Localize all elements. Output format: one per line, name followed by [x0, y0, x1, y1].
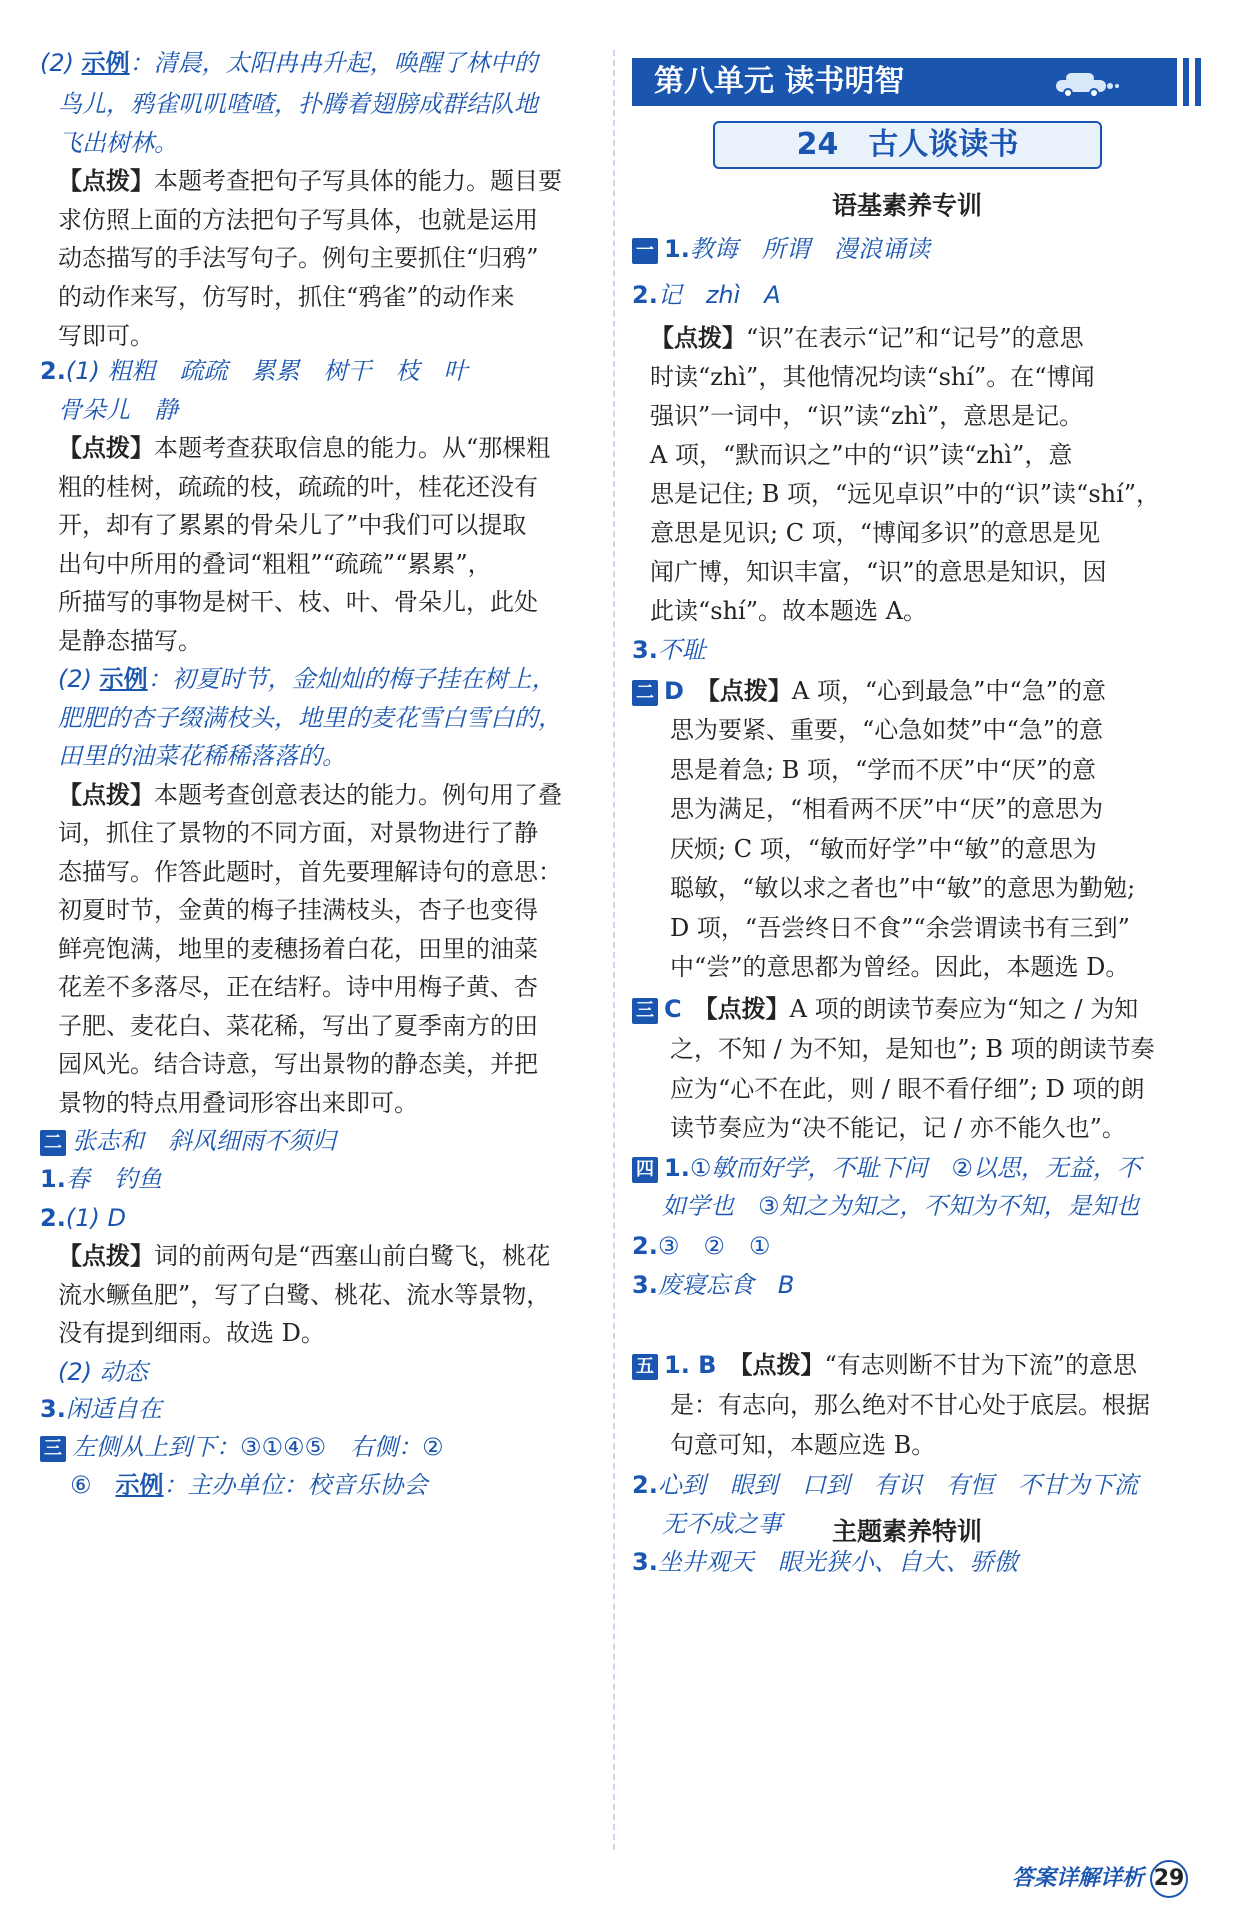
- hint-tag: 【点拨】: [716, 1351, 825, 1379]
- text-line: [632, 1350, 1137, 1380]
- text-line: [632, 994, 1138, 1024]
- text-line: [58, 1011, 538, 1041]
- text-line: [40, 1432, 444, 1462]
- item-number: 2.: [632, 281, 658, 309]
- explanation-text: 粗的桂树，疏疏的枝，疏疏的叶，桂花还没有: [58, 473, 538, 501]
- answer-text: ①敏而好学，不耻下问 ②以思，无益，不: [689, 1154, 1141, 1182]
- section-marker: 一: [632, 238, 658, 264]
- explanation-text: 的动作来写，仿写时，抓住“鸦雀”的动作来: [58, 283, 515, 311]
- text-line: [58, 89, 538, 119]
- answer-text: 心到 眼到 口到 有识 有恒 不甘为下流: [657, 1471, 1138, 1499]
- answer-text: 春 钓鱼: [65, 1165, 162, 1193]
- text-line: [58, 934, 538, 964]
- text-line: [58, 587, 538, 617]
- footer-text: 答案详解详析: [1011, 1866, 1144, 1891]
- text-line: [58, 1049, 538, 1079]
- explanation-text: A 项的朗读节奏应为“知之 / 为知: [789, 995, 1139, 1023]
- page-number: 29: [1150, 1860, 1188, 1898]
- explanation-text: 没有提到细雨。故选 D。: [58, 1319, 325, 1347]
- answer-text: 教诲 所谓 漫浪诵读: [689, 235, 930, 263]
- explanation-text: A 项，“心到最急”中“急”的意: [791, 677, 1106, 705]
- explanation-text: 厌烦; C 项，“敏而好学”中“敏”的意思为: [670, 835, 1097, 863]
- banner-stripe: [1195, 58, 1201, 106]
- answer-text: 鸟儿，鸦雀叽叽喳喳，扑腾着翅膀成群结队地: [58, 90, 538, 118]
- hint-tag: 【点拨】: [58, 167, 154, 195]
- line-prefix: (2): [40, 49, 82, 77]
- text-line: [670, 1390, 1150, 1420]
- text-line: [670, 834, 1097, 864]
- column-divider: [613, 50, 615, 1850]
- text-line: [58, 395, 178, 425]
- text-line: [58, 321, 154, 351]
- explanation-text: 词的前两句是“西塞山前白鹭飞，桃花: [154, 1242, 551, 1270]
- answer-text: ③ ② ①: [657, 1232, 771, 1260]
- text-line: [632, 280, 781, 310]
- explanation-text: 本题考查获取信息的能力。从“那棵粗: [154, 434, 551, 462]
- text-line: [58, 433, 550, 463]
- explanation-text: 写即可。: [58, 322, 154, 350]
- answer-text: 无不成之事: [662, 1510, 782, 1538]
- answer-text: 记 zhì A: [657, 281, 781, 309]
- answer-text: (1) D: [65, 1204, 126, 1232]
- hint-tag: 【点拨】: [58, 1242, 154, 1270]
- explanation-text: 园风光。结合诗意，写出景物的静态美，并把: [58, 1050, 538, 1078]
- explanation-text: 此读“shí”。故本题选 A。: [650, 597, 927, 625]
- text-line: [662, 1509, 782, 1539]
- explanation-text: 思是记住; B 项，“远见卓识”中的“识”读“shí”，: [650, 480, 1161, 508]
- hint-tag: 【点拨】: [650, 324, 746, 352]
- text-line: [670, 1074, 1144, 1104]
- text-line: [58, 857, 562, 887]
- text-line: [632, 1270, 794, 1300]
- explanation-text: 初夏时节，金黄的梅子挂满枝头，杏子也变得: [58, 896, 538, 924]
- car-icon: [1050, 70, 1120, 98]
- answer-text: ：初夏时节，金灿灿的梅子挂在树上，: [147, 665, 556, 693]
- text-line: [58, 626, 202, 656]
- text-line: [662, 1191, 1140, 1221]
- text-line: [670, 1034, 1155, 1064]
- section-marker: 三: [632, 998, 658, 1024]
- item-number: 3.: [40, 1395, 66, 1423]
- explanation-text: 思为要紧、重要，“心急如焚”中“急”的意: [670, 716, 1104, 744]
- text-line: [670, 1430, 935, 1460]
- hint-tag: 【点拨】: [58, 781, 154, 809]
- example-label: 示例: [81, 49, 130, 77]
- text-line: [40, 1394, 162, 1424]
- section-heading-theme: 主题素养特训: [831, 1517, 982, 1546]
- text-line: [650, 557, 1107, 587]
- text-line: [58, 703, 562, 733]
- text-line: [632, 1153, 1141, 1183]
- answer-text: ⑥: [70, 1471, 116, 1499]
- item-number: 3.: [632, 636, 658, 664]
- text-line: [58, 1318, 325, 1348]
- explanation-text: 态描写。作答此题时，首先要理解诗句的意思：: [58, 858, 562, 886]
- text-line: [58, 1088, 418, 1118]
- section-marker: 五: [632, 1354, 658, 1380]
- item-number: D: [664, 677, 684, 705]
- answer-text: 田里的油菜花稀稀落落的。: [58, 742, 346, 770]
- explanation-text: 时读“zhì”，其他情况均读“shí”。在“博闻: [650, 363, 1095, 391]
- answer-text: 闲适自在: [65, 1395, 162, 1423]
- text-line: [58, 1280, 550, 1310]
- explanation-text: 开，却有了累累的骨朵儿了”中我们可以提取: [58, 511, 527, 539]
- answer-text: (2) 动态: [58, 1358, 148, 1386]
- text-line: [40, 356, 467, 386]
- text-line: [670, 913, 1130, 943]
- answer-text: ：清晨，太阳冉冉升起，唤醒了林中的: [129, 49, 538, 77]
- explanation-text: A 项，“默而识之”中的“识”读“zhì”，意: [650, 441, 1073, 469]
- explanation-text: 本题考查把句子写具体的能力。题目要: [154, 167, 562, 195]
- text-line: [650, 518, 1100, 548]
- item-number: 2.: [632, 1232, 658, 1260]
- text-line: [58, 166, 562, 196]
- text-line: [650, 596, 927, 626]
- text-line: [70, 1470, 428, 1500]
- explanation-text: 花差不多落尽，正在结籽。诗中用梅子黄、杏: [58, 973, 538, 1001]
- section-marker: 二: [40, 1130, 66, 1156]
- text-line: [58, 1357, 148, 1387]
- answer-text: (1) 粗粗 疏疏 累累 树干 枝 叶: [65, 357, 468, 385]
- item-number: 2.: [40, 357, 66, 385]
- text-line: [632, 676, 1106, 706]
- text-line: [650, 440, 1072, 470]
- text-line: [632, 234, 930, 264]
- explanation-text: 出句中所用的叠词“粗粗”“疏疏”“累累”，: [58, 550, 492, 578]
- banner-stripe: [1183, 58, 1189, 106]
- explanation-text: 读节奏应为“决不能记，记 / 亦不能久也”。: [670, 1114, 1126, 1142]
- hint-tag: 【点拨】: [683, 677, 792, 705]
- text-line: [670, 794, 1103, 824]
- answer-text: 废寝忘食 B: [657, 1271, 795, 1299]
- explanation-text: 是静态描写。: [58, 627, 202, 655]
- explanation-text: 景物的特点用叠词形容出来即可。: [58, 1089, 418, 1117]
- text-line: [650, 401, 1083, 431]
- text-line: [40, 1164, 162, 1194]
- explanation-text: 思为满足，“相看两不厌”中“厌”的意思为: [670, 795, 1104, 823]
- text-line: [58, 128, 178, 158]
- text-line: [670, 952, 1129, 982]
- text-line: [670, 755, 1096, 785]
- text-line: [632, 1231, 770, 1261]
- explanation-text: 流水鳜鱼肥”，写了白鹭、桃花、流水等景物，: [58, 1281, 551, 1309]
- explanation-text: “识”在表示“记”和“记号”的意思: [746, 324, 1084, 352]
- explanation-text: 意思是见识; C 项，“博闻多识”的意思是见: [650, 519, 1101, 547]
- example-label: 示例: [99, 665, 148, 693]
- text-line: [58, 549, 492, 579]
- answer-text: 不耻: [657, 636, 706, 664]
- item-number: C: [664, 995, 682, 1023]
- section-heading-basic: 语基素养专训: [831, 191, 982, 220]
- explanation-text: “有志则断不甘为下流”的意思: [824, 1351, 1138, 1379]
- answer-text: 如学也 ③知之为知之，不知为不知，是知也: [662, 1192, 1140, 1220]
- explanation-text: 强识”一词中，“识”读“zhì”，意思是记。: [650, 402, 1084, 430]
- explanation-text: 闻广博，知识丰富，“识”的意思是知识，因: [650, 558, 1107, 586]
- text-line: [58, 205, 538, 235]
- text-line: [58, 243, 539, 273]
- item-number: 1.: [40, 1165, 66, 1193]
- hint-tag: 【点拨】: [681, 995, 790, 1023]
- lesson-title: 24 古人谈读书: [713, 121, 1102, 169]
- text-line: [58, 741, 346, 771]
- explanation-text: 动态描写的手法写句子。例句主要抓住“归鸦”: [58, 244, 539, 272]
- section-marker: 四: [632, 1157, 658, 1183]
- text-line: [40, 1203, 126, 1233]
- explanation-text: 思是着急; B 项，“学而不厌”中“厌”的意: [670, 756, 1097, 784]
- example-label: 示例: [115, 1471, 164, 1499]
- text-line: [58, 780, 562, 810]
- answer-text: 肥肥的杏子缀满枝头，地里的麦花雪白雪白的，: [58, 704, 562, 732]
- text-line: [58, 895, 538, 925]
- answer-text: (2): [58, 665, 100, 693]
- answer-text: ：主办单位：校音乐协会: [163, 1471, 428, 1499]
- item-number: 3.: [632, 1271, 658, 1299]
- item-number: 1.: [664, 235, 690, 263]
- explanation-text: 聪敏，“敏以求之者也”中“敏”的意思为勤勉;: [670, 874, 1136, 902]
- text-line: [650, 323, 1084, 353]
- text-line: [58, 510, 526, 540]
- footer: [1012, 1860, 1188, 1898]
- text-line: [40, 1126, 336, 1156]
- answer-text: 骨朵儿 静: [58, 396, 178, 424]
- section-marker: 二: [632, 680, 658, 706]
- text-line: [58, 472, 538, 502]
- item-number: 2.: [40, 1204, 66, 1232]
- explanation-text: D 项，“吾尝终日不食”“余尝谓读书有三到”: [670, 914, 1130, 942]
- answer-text: 左侧从上到下：③①④⑤ 右侧：②: [72, 1433, 444, 1461]
- explanation-text: 之，不知 / 为不知，是知也”; B 项的朗读节奏: [670, 1035, 1155, 1063]
- text-line: [670, 873, 1135, 903]
- answer-text: 坐井观天 眼光狭小、自大、骄傲: [657, 1548, 1018, 1576]
- hint-tag: 【点拨】: [58, 434, 154, 462]
- item-number: 1. B: [664, 1351, 717, 1379]
- explanation-text: 应为“心不在此，则 / 眼不看仔细”; D 项的朗: [670, 1075, 1145, 1103]
- text-line: [670, 715, 1103, 745]
- text-line: [650, 479, 1160, 509]
- text-line: [58, 282, 515, 312]
- explanation-text: 本题考查创意表达的能力。例句用了叠: [154, 781, 562, 809]
- text-line: [40, 48, 538, 78]
- text-line: [58, 1241, 550, 1271]
- explanation-text: 句意可知，本题应选 B。: [670, 1431, 936, 1459]
- section-marker: 三: [40, 1436, 66, 1462]
- text-line: [58, 664, 556, 694]
- text-line: [670, 1113, 1126, 1143]
- explanation-text: 所描写的事物是树干、枝、叶、骨朵儿，此处: [58, 588, 538, 616]
- explanation-text: 求仿照上面的方法把句子写具体，也就是运用: [58, 206, 538, 234]
- item-number: 3.: [632, 1548, 658, 1576]
- explanation-text: 是：有志向，那么绝对不甘心处于底层。根据: [670, 1391, 1150, 1419]
- text-line: [58, 972, 538, 1002]
- item-number: 1.: [664, 1154, 690, 1182]
- text-line: [632, 635, 706, 665]
- answer-text: 张志和 斜风细雨不须归: [72, 1127, 336, 1155]
- explanation-text: 鲜亮饱满，地里的麦穗扬着白花，田里的油菜: [58, 935, 538, 963]
- text-line: [58, 818, 538, 848]
- text-line: [632, 1547, 1018, 1577]
- unit-banner-text: 第八单元 读书明智: [654, 64, 905, 99]
- item-number: 2.: [632, 1471, 658, 1499]
- explanation-text: 子肥、麦花白、菜花稀，写出了夏季南方的田: [58, 1012, 538, 1040]
- explanation-text: 中“尝”的意思都为曾经。因此，本题选 D。: [670, 953, 1130, 981]
- explanation-text: 词，抓住了景物的不同方面，对景物进行了静: [58, 819, 538, 847]
- answer-text: 飞出树林。: [58, 129, 178, 157]
- text-line: [650, 362, 1095, 392]
- text-line: [632, 1470, 1138, 1500]
